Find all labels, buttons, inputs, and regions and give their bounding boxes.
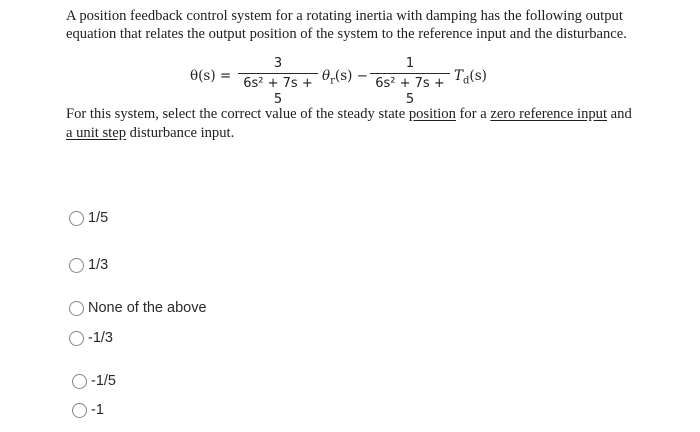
disturbance-symbol: T [454,68,464,84]
answer-option-label: 1/3 [88,257,109,273]
radio-button-icon[interactable] [72,403,87,418]
disturbance-term [454,68,487,87]
fraction-1-numerator: 3 [273,56,283,71]
question-line-2: equation that relates the output position of the system to the reference input and the disturbance. [66,26,627,42]
radio-button-icon[interactable] [69,331,84,346]
reference-input-argument: (s) − [334,68,368,84]
radio-button-icon[interactable] [69,301,84,316]
answer-option-5[interactable] [72,373,116,389]
prompt-line-1 [66,105,646,124]
radio-button-icon[interactable] [72,374,87,389]
equation-lhs: θ(s) = [190,68,232,84]
disturbance-argument: (s) [469,68,487,84]
fraction-1 [238,56,318,108]
fraction-2-denominator: 6s² + 7s + 5 [375,76,445,107]
answer-option-4[interactable] [69,330,113,346]
radio-button-icon[interactable] [69,258,84,273]
fraction-2 [370,56,450,108]
answer-option-2[interactable] [69,257,108,273]
answer-option-label: -1/3 [88,330,113,346]
answer-option-3[interactable] [69,300,207,316]
prompt-unit-step-underlined: a unit step [66,125,126,141]
prompt-end: disturbance input. [126,125,235,141]
answer-option-label: -1 [91,402,104,418]
answer-option-label: 1/5 [88,210,109,226]
answer-option-1[interactable] [69,210,108,226]
fraction-2-bar [370,73,450,74]
fraction-1-bar [238,73,318,74]
disturbance-subscript: d [463,75,470,87]
reference-input-term [322,68,368,87]
prompt-mid: for a [455,106,491,122]
question-text [66,7,626,43]
reference-input-symbol: θ [322,68,331,84]
answer-option-6[interactable] [72,402,104,418]
radio-button-icon[interactable] [69,211,84,226]
question-line-1: A position feedback control system for a rotating inertia with damping has the following output [66,8,623,24]
answer-option-label: None of the above [88,300,207,316]
question-prompt [66,105,646,143]
answer-option-label: -1/5 [91,373,116,389]
reference-input-subscript: r [330,75,335,87]
fraction-1-denominator: 6s² + 7s + 5 [243,76,313,107]
prompt-line-2 [66,124,646,143]
prompt-position-underlined: position [408,106,456,122]
prompt-post: and [607,106,632,122]
prompt-pre: For this system, select the correct value of the steady state [66,106,409,122]
prompt-zero-reference-underlined: zero reference input [490,106,608,122]
fraction-2-numerator: 1 [405,56,415,71]
